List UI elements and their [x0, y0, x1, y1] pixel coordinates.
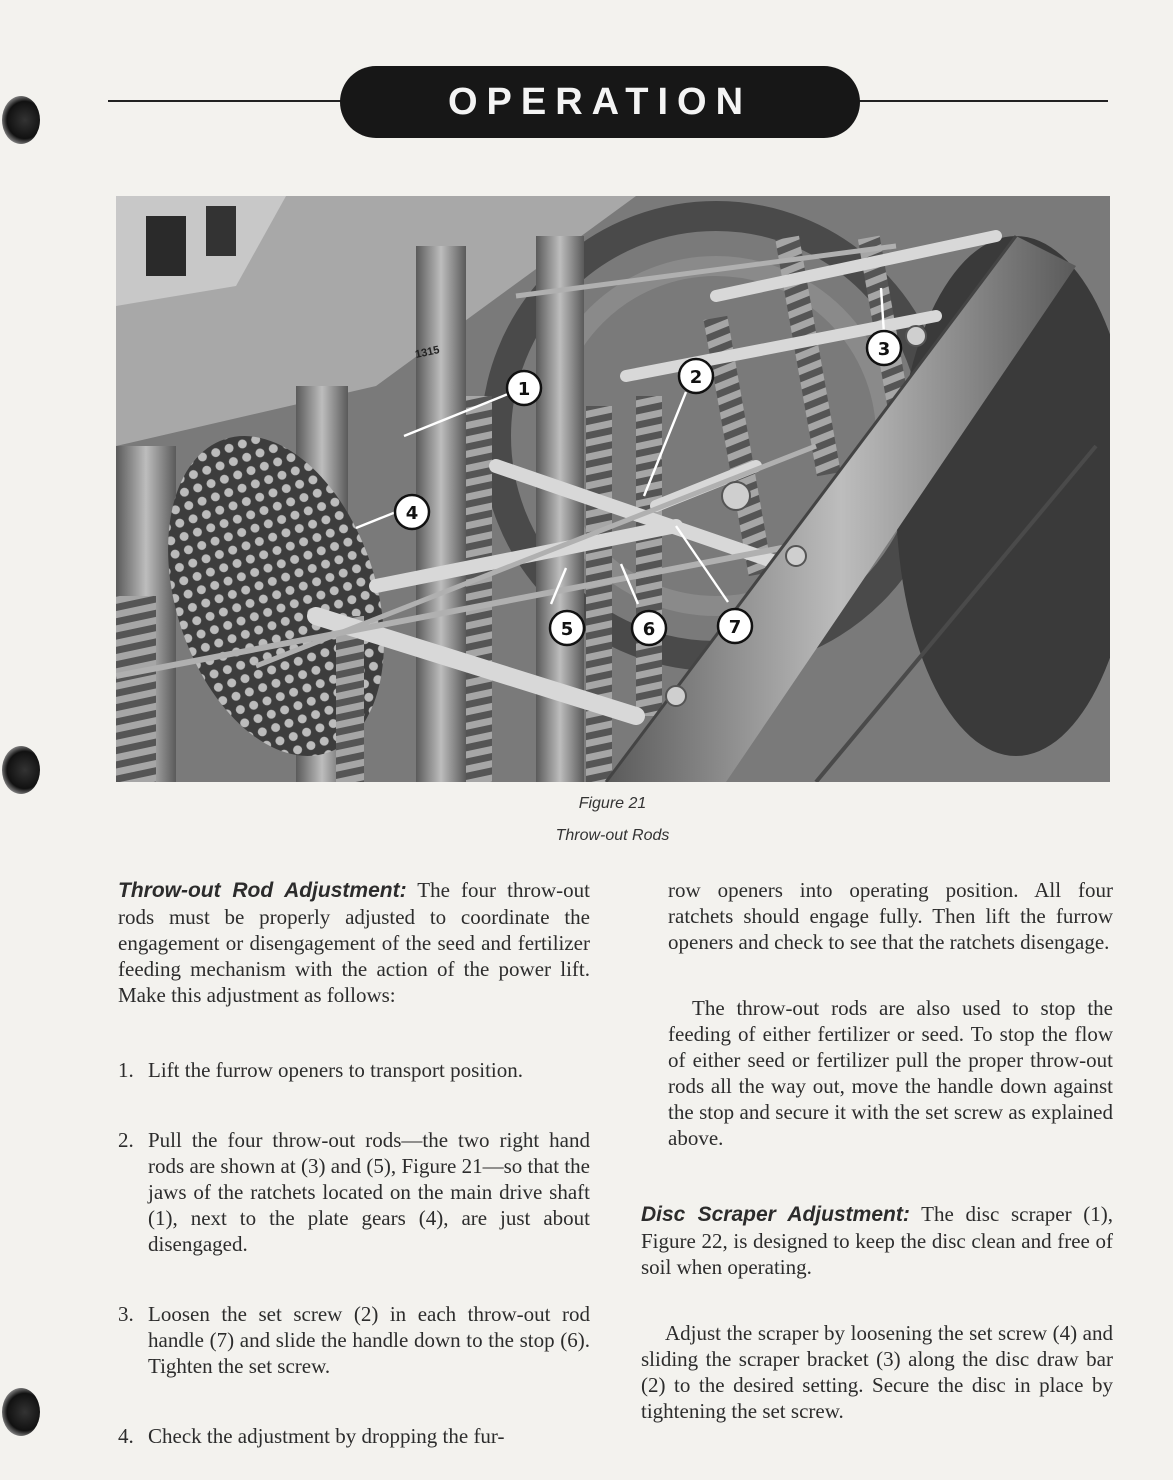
binder-hole	[2, 746, 40, 794]
right-column	[641, 877, 1113, 1424]
intro-paragraph	[118, 877, 590, 1008]
continuation-paragraph: row openers into operating position. All four ratchets should engage fully. Then lift the furrow openers and check to see that the ratchets disengage.	[668, 878, 1113, 954]
step-number: 4.	[118, 1424, 134, 1448]
step-text: Pull the four throw-out rods—the two right hand rods are shown at (3) and (5), Figure 21—so that the jaws of the ratchets located on the main drive shaft (1), next to the plate gears (4), are just about disengaged.	[148, 1128, 590, 1256]
figure-number: Figure 21	[578, 795, 647, 812]
step-text: Loosen the set screw (2) in each throw-out rod handle (7) and slide the handle down to the stop (6). Tighten the set screw.	[148, 1302, 590, 1378]
binder-hole	[2, 96, 40, 144]
step-2	[118, 1127, 590, 1257]
callout-3: 3	[877, 339, 891, 360]
callout-7: 7	[728, 617, 742, 638]
binder-hole	[2, 1388, 40, 1436]
header-rule-left	[108, 100, 348, 102]
throw-out-rods-illustration	[116, 196, 1110, 782]
header-rule-right	[852, 100, 1108, 102]
step-text: Check the adjustment by dropping the fur-	[148, 1424, 505, 1448]
callout-6: 6	[642, 619, 656, 640]
figure-photo	[116, 196, 1110, 782]
step-4	[118, 1423, 590, 1449]
step-3	[118, 1301, 590, 1379]
step-number: 2.	[118, 1128, 134, 1152]
step-1	[118, 1057, 590, 1083]
scraper-paragraph: Adjust the scraper by loosening the set screw (4) and sliding the scraper bracket (3) along the disc draw bar (2) to the desired setting. Secure the disc in place by tightening the set screw.	[641, 1321, 1113, 1423]
figure-title: Throw-out Rods	[555, 827, 670, 844]
step-text: Lift the furrow openers to transport position.	[148, 1058, 524, 1082]
disc-text: The disc scraper (1), Figure 22, is designed to keep the disc clean and free of soil when operating.	[641, 1202, 1113, 1279]
disc-paragraph	[641, 1201, 1113, 1280]
stop-feeding-paragraph: The throw-out rods are also used to stop the feeding of either fertilizer or seed. To stop the flow of either seed or fertilizer pull the proper throw-out rods all the way out, move the handle down against the stop and secure it with the set screw as explained above.	[668, 996, 1113, 1150]
intro-text: The four throw-out rods must be properly adjusted to coordinate the engagement or disengagement of the seed and fertilizer feeding mechanism with the action of the power lift. Make this adjustment as follows:	[118, 878, 590, 1007]
panel-number: 1315	[414, 344, 441, 361]
step-number: 3.	[118, 1302, 134, 1326]
callout-1: 1	[517, 379, 531, 400]
callout-5: 5	[560, 619, 574, 640]
section-title: OPERATION	[340, 66, 860, 138]
left-column	[118, 877, 590, 1449]
disc-heading: Disc Scraper Adjustment:	[641, 1203, 910, 1226]
callout-4: 4	[405, 503, 419, 524]
throw-out-heading: Throw-out Rod Adjustment:	[118, 879, 407, 902]
step-number: 1.	[118, 1058, 134, 1082]
callout-2: 2	[689, 367, 703, 388]
